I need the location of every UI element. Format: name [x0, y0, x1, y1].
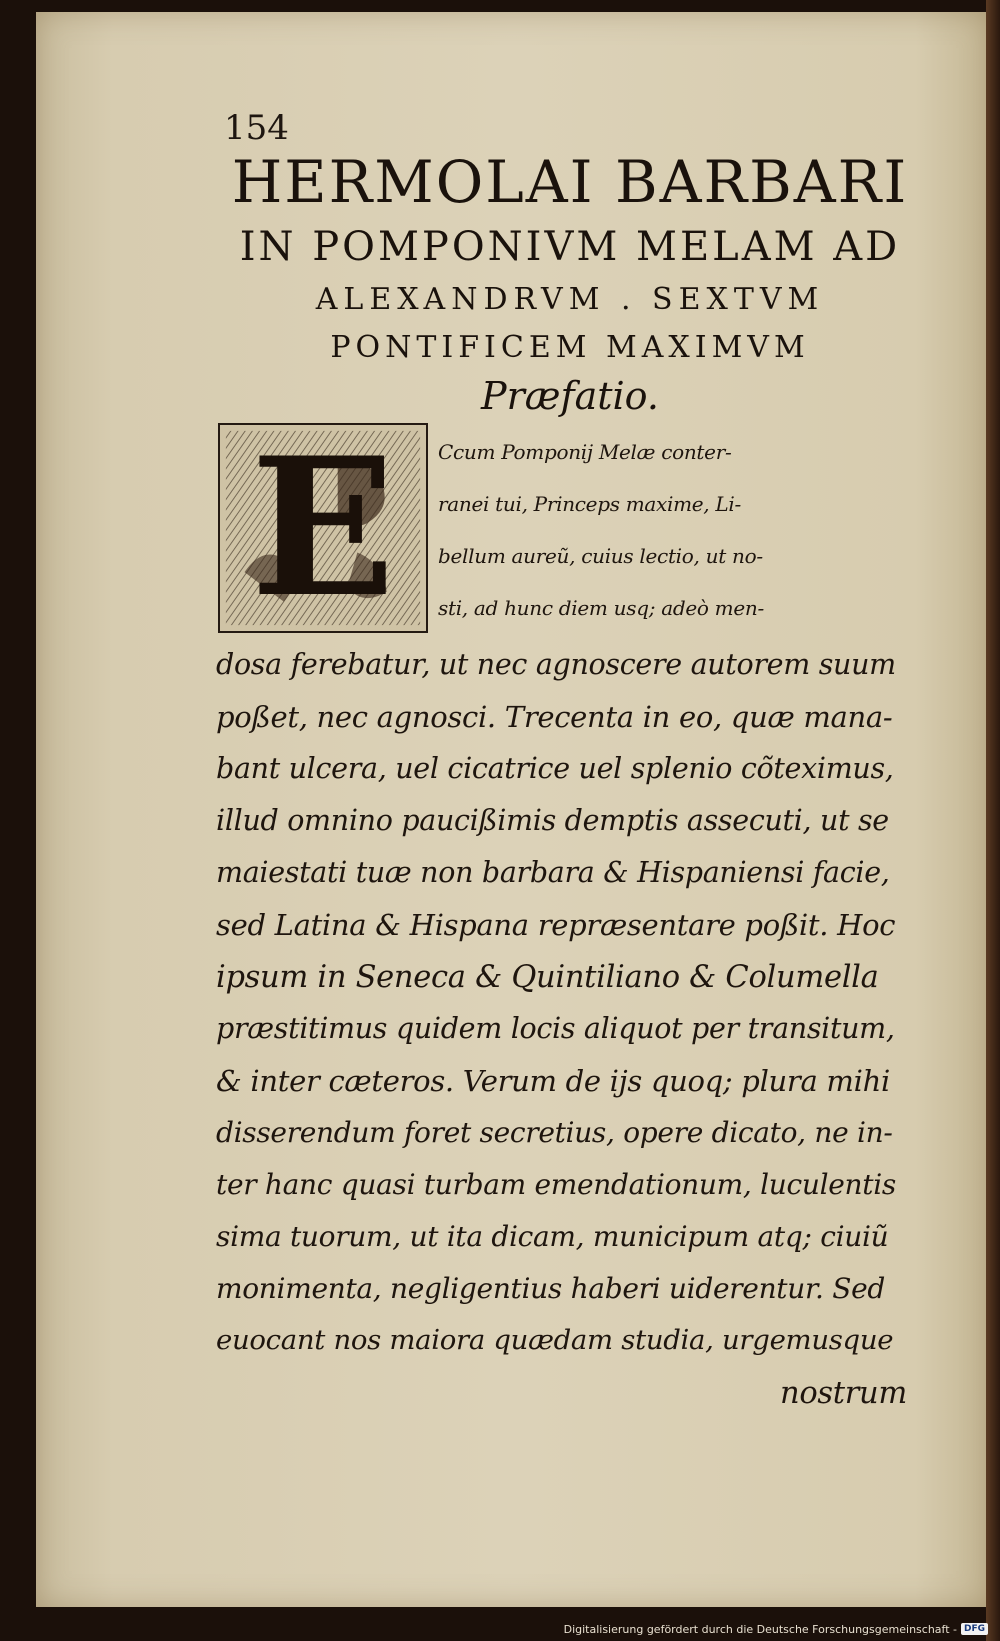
drop-cap-letter: E [250, 416, 396, 639]
title-line-3: ALEXANDRVM . SEXTVM [315, 282, 825, 317]
title-author: HERMOLAI BARBARI [231, 148, 909, 216]
text-line-17: monimenta, negligentius haberi uiderentur. Sed [216, 1272, 885, 1305]
text-line-8: illud omnino paucißimis demptis assecuti, ut se [216, 804, 889, 837]
title-line-2: IN POMPONIVM MELAM AD [239, 224, 901, 270]
title-line-4: PONTIFICEM MAXIMVM [330, 330, 810, 365]
text-line-14: disserendum foret secretius, opere dicato, ne in- [216, 1116, 893, 1149]
text-line-4: sti, ad hunc diem usq; adeò men- [438, 596, 764, 620]
text-line-6: poßet, nec agnosci. Trecenta in eo, quæ mana- [216, 700, 893, 734]
text-line-12: præstitimus quidem locis aliquot per transitum, [216, 1012, 895, 1045]
text-line-3: bellum aureũ, cuius lectio, ut no- [438, 544, 763, 568]
text-line-13: & inter cæteros. Verum de ijs quoq; plura mihi [216, 1064, 890, 1098]
text-line-18: euocant nos maiora quædam studia, urgemusque [216, 1324, 894, 1356]
credit-text: Digitalisierung gefördert durch die Deutsche Forschungsgemeinschaft - [563, 1622, 957, 1636]
page-number: 154 [224, 108, 289, 148]
digitization-credit [564, 1618, 988, 1640]
text-line-15: ter hanc quasi turbam emendationum, luculentis [216, 1168, 896, 1201]
title-praefatio: Præfatio. [481, 374, 659, 418]
text-line-11: ipsum in Seneca & Quintiliano & Columella [216, 960, 879, 995]
text-line-5: dosa ferebatur, ut nec agnoscere autorem suum [216, 648, 896, 681]
decorated-initial [218, 416, 428, 639]
text-line-7: bant ulcera, uel cicatrice uel splenio cõteximus, [216, 752, 894, 785]
text-line-1: Ccum Pomponij Melæ conter- [438, 440, 732, 464]
catchword: nostrum [780, 1376, 907, 1411]
text-line-2: ranei tui, Princeps maxime, Li- [438, 492, 741, 516]
text-line-10: sed Latina & Hispana repræsentare poßit. Hoc [216, 908, 896, 942]
dfg-logo: DFG [961, 1623, 988, 1635]
text-line-16: sima tuorum, ut ita dicam, municipum atq; ciuiũ [216, 1220, 889, 1253]
text-line-9: maiestati tuæ non barbara & Hispaniensi facie, [216, 856, 890, 889]
